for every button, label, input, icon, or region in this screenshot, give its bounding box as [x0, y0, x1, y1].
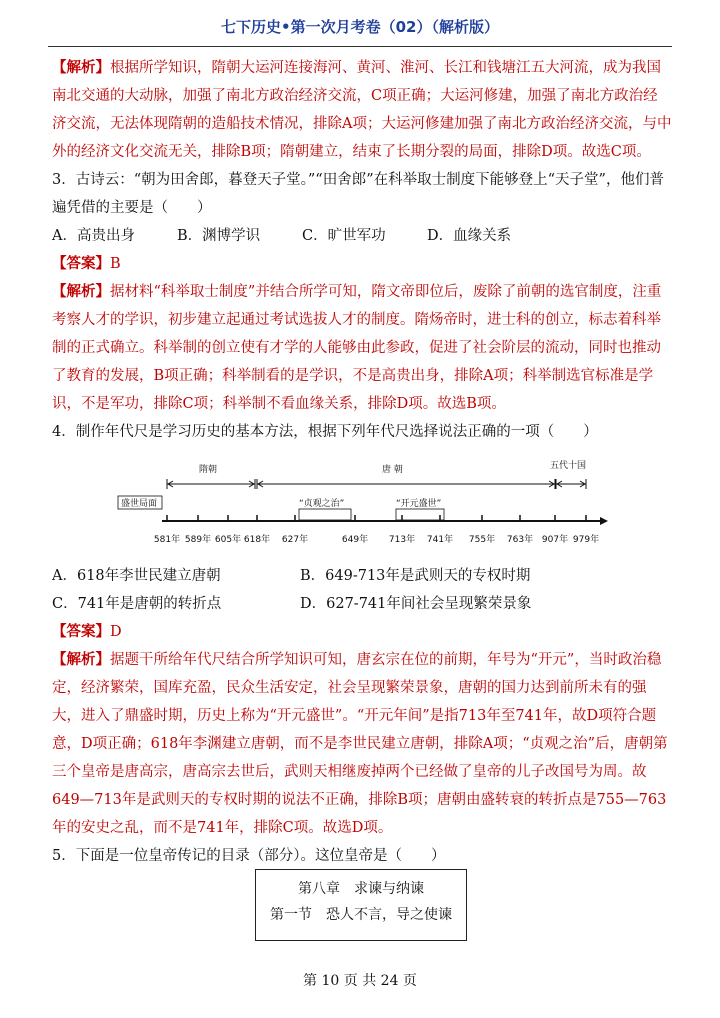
timeline-year-label: 618年	[243, 535, 271, 545]
period-sui-brace	[167, 479, 255, 489]
q4-analysis-text: 据题干所给年代尺结合所学知识可知，唐玄宗在位的前期，年号为“开元”，当时政治稳定，经济繁荣，国库充盈，民众生活安定，社会呈现繁荣景象，唐朝的国力达到前所未有的强大，进入了鼎盛时期，历史上称为“开元盛世”。“开元年间”是指713年至741年，故D项符合题意，D项正确；618年李渊建立唐朝，而不是李世民建立唐朝，排除A项；“贞观之治”后，唐朝第三个皇帝是唐高宗，唐高宗去世后，武则天相继废掉两个已经做了皇帝的儿子改国号为周。故649—713年是武则天的专权时期的说法不正确，排除B项；唐朝由盛转衰的转折点是755—763年的安史之乱，而不是741年，排除C项。故选D项。	[52, 652, 668, 836]
q3-stem: 3．古诗云：“朝为田舍郎，暮登天子堂。”“田舍郎”在科举取士制度下能够登上“天子堂”，他们普遍凭借的主要是（ ）	[52, 172, 664, 216]
period-wudai-brace	[556, 479, 586, 489]
q3-option-a: A．高贵出身	[52, 228, 135, 244]
period-tang-label: 唐 朝	[382, 465, 403, 475]
page-header-title: 七下历史•第一次月考卷（02）（解析版）	[221, 18, 499, 36]
era-kaiyuan-box	[396, 509, 444, 520]
page-number: 第 10 页 共 24 页	[303, 973, 417, 989]
q3-analysis-text: 据材料“科举取士制度”并结合所学可知，隋文帝即位后，废除了前朝的选官制度，注重考察人才的学识，初步建立起通过考试选拔人才的制度。隋炀帝时，进士科的创立，标志着科举制的正式确立。科举制的创立使有才学的人能够由此参政，促进了社会阶层的流动，同时也推动了教育的发展，B项正确；科举制看的是学识，不是高贵出身，排除A项；科举制选官标准是学识，不是军功，排除C项；科举制不看血缘关系，排除D项。故选B项。	[52, 284, 662, 412]
timeline-year-label: 755年	[468, 535, 496, 545]
q3-option-b: B．渊博学识	[177, 228, 261, 244]
q4-answer	[52, 618, 672, 646]
era-zhenguan-box	[299, 509, 351, 520]
toc-section: 第一节 恐人不言，导之使谏	[270, 907, 452, 923]
q5-stem: 5．下面是一位皇帝传记的目录（部分）。这位皇帝是（ ）	[52, 848, 446, 864]
timeline-year-label: 979年	[572, 535, 600, 545]
header-divider	[48, 46, 672, 47]
q2-analysis-tag: 【解析】	[52, 59, 110, 76]
timeline-year-label: 741年	[426, 535, 454, 545]
q2-analysis	[52, 54, 672, 166]
q2-analysis-text: 根据所学知识，隋朝大运河连接海河、黄河、淮河、长江和钱塘江五大河流，成为我国南北交通的大动脉，加强了南北方政治经济交流，C项正确；大运河修建，加强了南北方政治经济交流，无法体现隋朝的造船技术情况，排除A项；大运河修建加强了南北方政治经济交流，与中外的经济文化交流无关，排除B项；隋朝建立，结束了长期分裂的局面，排除D项。故选C项。	[52, 60, 672, 160]
period-wudai-label: 五代十国	[550, 461, 587, 471]
q3-analysis	[52, 278, 672, 418]
era-zhenguan-label: “贞观之治”	[299, 499, 345, 509]
q3-option-c: C．旷世军功	[302, 228, 386, 244]
q3-option-d: D．血缘关系	[427, 228, 512, 244]
timeline-year-label: 581年	[153, 535, 181, 545]
q4-answer-tag: 【答案】	[52, 623, 110, 640]
timeline-arrow	[600, 517, 608, 525]
timeline-chart	[112, 456, 612, 556]
q4-analysis-tag: 【解析】	[52, 651, 110, 668]
q4-answer-value: D	[110, 624, 122, 640]
q4-analysis	[52, 646, 672, 842]
timeline-year-label: 649年	[341, 535, 369, 545]
timeline-year-label: 605年	[214, 535, 242, 545]
q4-stem: 4．制作年代尺是学习历史的基本方法，根据下列年代尺选择说法正确的一项（ ）	[52, 424, 598, 440]
q3-analysis-tag: 【解析】	[52, 283, 110, 300]
timeline-year-label: 713年	[388, 535, 416, 545]
q4-option-c: C．741年是唐朝的转折点	[52, 596, 222, 612]
timeline-year-label: 627年	[281, 535, 309, 545]
q4-option-b: B．649-713年是武则天的专权时期	[300, 568, 531, 584]
period-sui-label: 隋朝	[199, 465, 218, 475]
timeline-year-label: 907年	[541, 535, 569, 545]
q3-answer-value: B	[110, 256, 121, 272]
toc-chapter: 第八章 求谏与纳谏	[298, 881, 424, 897]
timeline-year-label: 589年	[184, 535, 212, 545]
q4-option-a: A．618年李世民建立唐朝	[52, 568, 221, 584]
q3-answer-tag: 【答案】	[52, 255, 110, 272]
era-kaiyuan-label: “开元盛世”	[396, 499, 442, 509]
q3-answer	[52, 250, 672, 278]
biography-toc-box	[255, 869, 467, 941]
timeline-year-label: 763年	[506, 535, 534, 545]
period-tang-brace	[257, 479, 555, 489]
shengshi-label: 盛世局面	[121, 499, 158, 509]
q4-option-d: D．627-741年间社会呈现繁荣景象	[300, 596, 532, 612]
